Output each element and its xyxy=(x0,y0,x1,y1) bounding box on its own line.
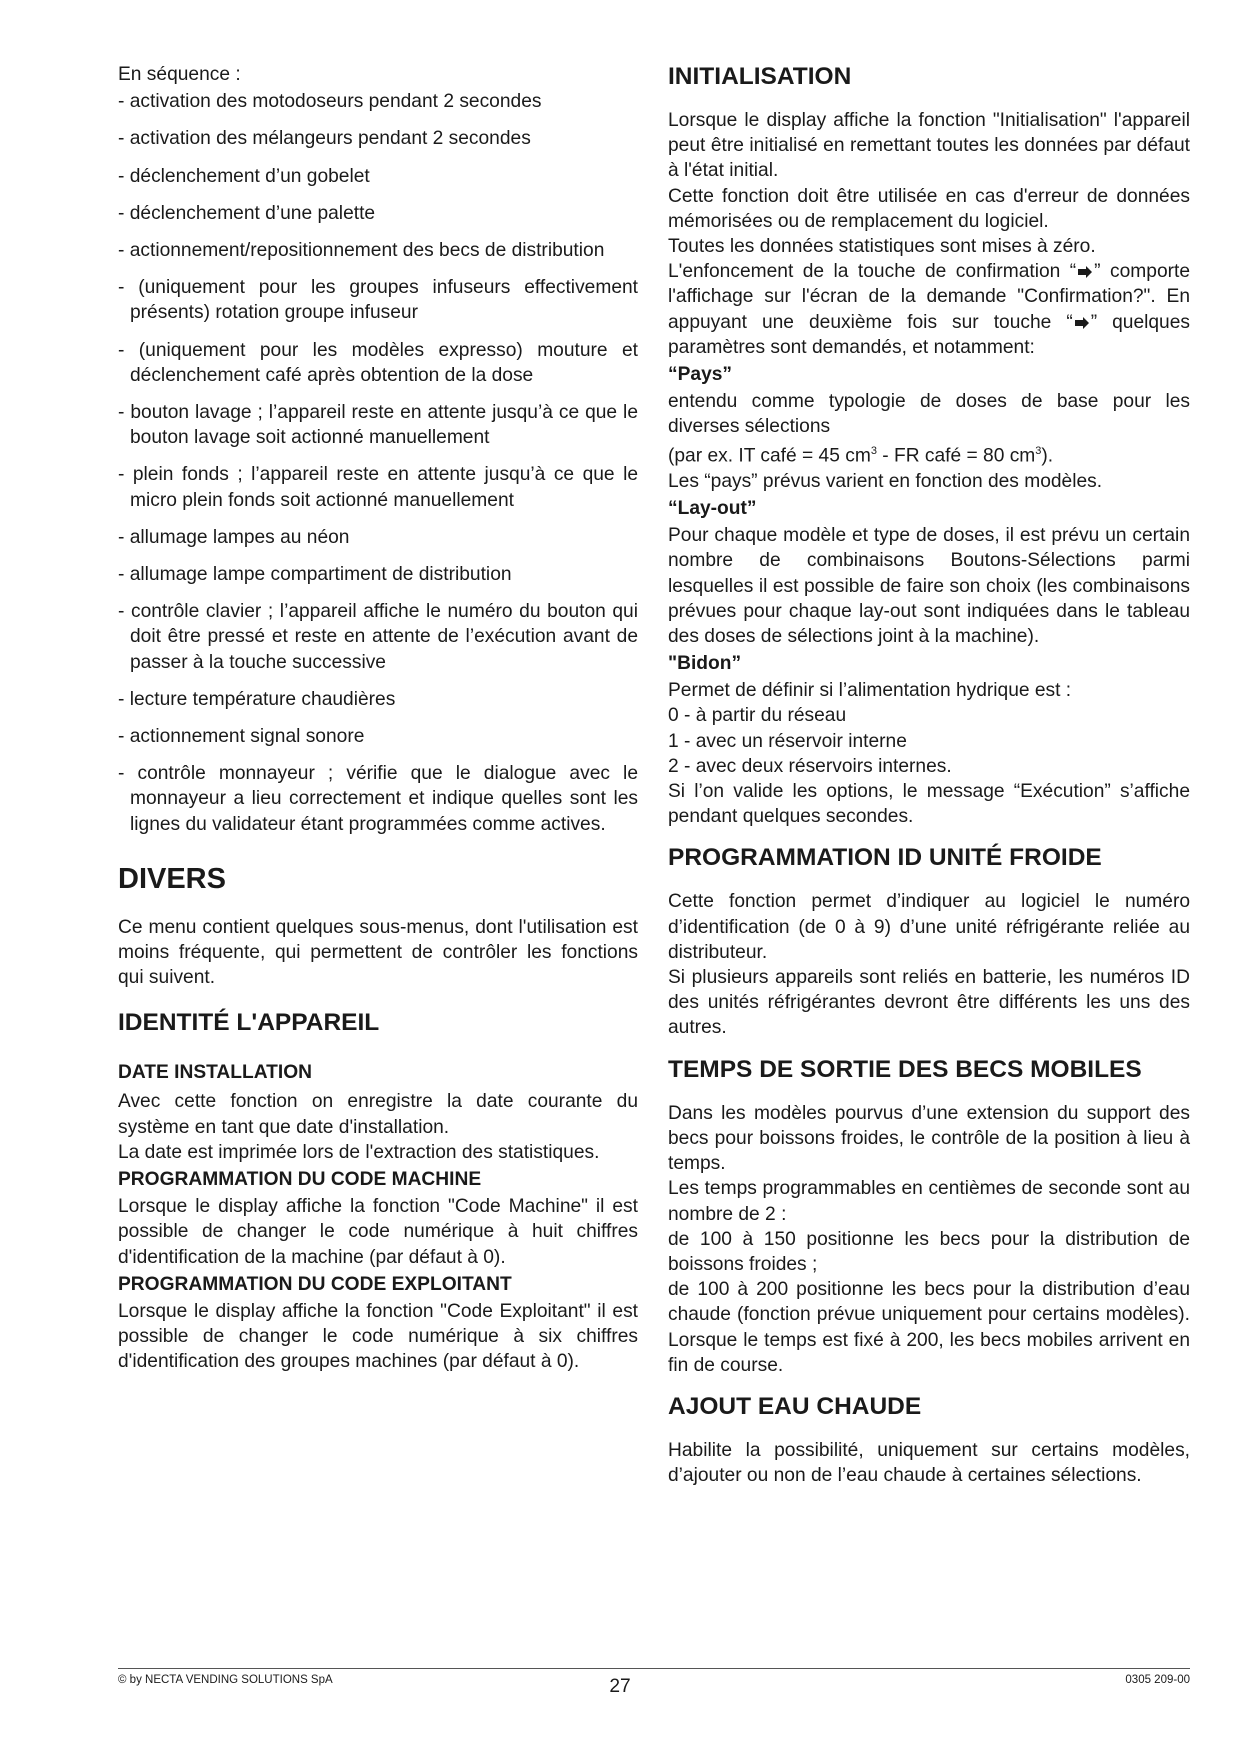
code-machine-heading: PROGRAMMATION DU CODE MACHINE xyxy=(118,1169,482,1191)
list-item: - déclenchement d’une palette xyxy=(118,202,376,224)
confirm-key-icon xyxy=(1074,316,1090,330)
document-code: 0305 209-00 xyxy=(1125,1674,1190,1686)
initialisation-text-2: Cette fonction doit être utilisée en cas d'erreur de données mémorisées ou de remplacement du logiciel. xyxy=(668,185,1190,232)
initialisation-text-4c: ” quelques paramètres sont demandés, et notamment: xyxy=(668,311,1190,358)
pays-text-1: entendu comme typologie de doses de base pour les diverses sélections xyxy=(668,391,1190,438)
date-installation-text-2: La date est imprimée lors de l'extraction des statistiques. xyxy=(118,1141,600,1163)
becs-mobiles-text-3: de 100 à 150 positionne les becs pour la distribution de boissons froides ; xyxy=(668,1228,1190,1275)
pays-text-2a: (par ex. IT café = 45 cm xyxy=(668,445,871,467)
footer-copyright: © by NECTA VENDING SOLUTIONS SpA xyxy=(118,1674,333,1686)
list-item: - plein fonds ; l’appareil reste en attente jusqu’à ce que le micro plein fonds soit actionné manuellement xyxy=(118,464,638,511)
initialisation-heading: INITIALISATION xyxy=(668,63,852,90)
list-item: - activation des motodoseurs pendant 2 secondes xyxy=(118,91,542,113)
list-item: - déclenchement d’un gobelet xyxy=(118,165,370,187)
pays-text-2c: ). xyxy=(1041,445,1054,467)
code-exploitant-heading: PROGRAMMATION DU CODE EXPLOITANT xyxy=(118,1273,512,1295)
pays-text-3: Les “pays” prévus varient en fonction des modèles. xyxy=(668,471,1103,493)
unite-froide-heading: PROGRAMMATION ID UNITÉ FROIDE xyxy=(668,844,1102,872)
page-number: 27 xyxy=(609,1676,631,1697)
bidon-line-3: 2 - avec deux réservoirs internes. xyxy=(668,755,952,777)
list-item: - activation des mélangeurs pendant 2 secondes xyxy=(118,128,531,150)
list-item: - contrôle clavier ; l’appareil affiche le numéro du bouton qui doit être pressé et reste en attente de l’exécution avant de passer à la touche successive xyxy=(118,601,638,673)
initialisation-text-4a: L'enfoncement de la touche de confirmation “ xyxy=(668,261,1077,283)
layout-heading: “Lay-out” xyxy=(668,498,757,520)
superscript: 3 xyxy=(1035,445,1042,458)
initialisation-text-4 xyxy=(668,259,1190,360)
divers-heading: DIVERS xyxy=(118,862,226,895)
list-item: - contrôle monnayeur ; vérifie que le dialogue avec le monnayeur a lieu correctement et indique quelles sont les lignes du validateur étant programmées comme actives. xyxy=(118,763,638,835)
footer-divider xyxy=(118,1668,1190,1669)
sequence-list xyxy=(118,89,638,837)
sequence-intro: En séquence : xyxy=(118,64,241,85)
right-column xyxy=(668,62,1190,1488)
becs-mobiles-heading: TEMPS DE SORTIE DES BECS MOBILES xyxy=(668,1055,1142,1083)
layout-text: Pour chaque modèle et type de doses, il est prévu un certain nombre de combinaisons Boutons-Sélections parmi lesquelles il est possible de faire son choix (les combinaisons prévues pour chaque lay-out sont indiquées dans le tableau des doses de sélections joint à la machine). xyxy=(668,525,1190,648)
pays-heading: “Pays” xyxy=(668,364,732,386)
eau-chaude-text: Habilite la possibilité, uniquement sur certains modèles, d’ajouter ou non de l’eau chaude à certaines sélections. xyxy=(668,1439,1190,1487)
list-item: - actionnement/repositionnement des becs de distribution xyxy=(118,240,605,262)
date-installation-heading: DATE INSTALLATION xyxy=(118,1062,312,1084)
list-item: - (uniquement pour les modèles expresso) mouture et déclenchement café après obtention de la dose xyxy=(118,339,638,386)
becs-mobiles-text-1: Dans les modèles pourvus d’une extension du support des becs pour boissons froides, le contrôle de la position à lieu à temps. xyxy=(668,1102,1190,1175)
pays-text-2 xyxy=(668,439,1190,469)
list-item: - allumage lampes au néon xyxy=(118,526,350,548)
unite-froide-text-2: Si plusieurs appareils sont reliés en batterie, les numéros ID des unités réfrigérantes devront être différents les uns des autres. xyxy=(668,967,1190,1039)
bidon-line-2: 1 - avec un réservoir interne xyxy=(668,730,907,752)
bidon-line-0: Permet de définir si l’alimentation hydrique est : xyxy=(668,680,1072,702)
list-item: - bouton lavage ; l’appareil reste en attente jusqu’à ce que le bouton lavage soit actionné manuellement xyxy=(118,402,638,449)
becs-mobiles-text-4: de 100 à 200 positionne les becs pour la distribution d’eau chaude (fonction prévue uniquement pour certains modèles). Lorsque le temps est fixé à 200, les becs mobiles arrivent en fin de course. xyxy=(668,1279,1190,1376)
code-exploitant-text: Lorsque le display affiche la fonction "Code Exploitant" il est possible de changer le code numérique à six chiffres d'identification des groupes machines (par défaut à 0). xyxy=(118,1300,638,1373)
identite-heading: IDENTITÉ L'APPAREIL xyxy=(118,1009,380,1037)
confirm-key-icon xyxy=(1077,265,1093,279)
unite-froide-text-1: Cette fonction permet d’indiquer au logiciel le numéro d’identification (de 0 à 9) d’une unité réfrigérante reliée au distributeur. xyxy=(668,891,1190,963)
initialisation-text-3: Toutes les données statistiques sont mises à zéro. xyxy=(668,236,1096,258)
list-item: - (uniquement pour les groupes infuseurs effectivement présents) rotation groupe infuseur xyxy=(118,277,638,324)
list-item: - actionnement signal sonore xyxy=(118,726,365,748)
bidon-heading: "Bidon” xyxy=(668,653,742,675)
divers-text: Ce menu contient quelques sous-menus, dont l'utilisation est moins fréquente, qui permettent de contrôler les fonctions qui suivent. xyxy=(118,916,638,989)
becs-mobiles-text-2: Les temps programmables en centièmes de seconde sont au nombre de 2 : xyxy=(668,1178,1190,1225)
list-item: - lecture température chaudières xyxy=(118,688,396,710)
pays-text-2b: - FR café = 80 cm xyxy=(876,445,1036,467)
bidon-text: Si l’on valide les options, le message “Exécution” s’affiche pendant quelques secondes. xyxy=(668,781,1190,828)
date-installation-text-1: Avec cette fonction on enregistre la date courante du système en tant que date d'installation. xyxy=(118,1091,638,1138)
bidon-line-1: 0 - à partir du réseau xyxy=(668,705,847,727)
initialisation-text-4b: ” comporte l'affichage sur l'écran de la demande "Confirmation?". En appuyant une deuxième fois sur touche “ xyxy=(668,261,1191,333)
code-machine-text: Lorsque le display affiche la fonction "Code Machine" il est possible de changer le code numérique à huit chiffres d'identification de la machine (par défaut à 0). xyxy=(118,1196,638,1268)
eau-chaude-heading: AJOUT EAU CHAUDE xyxy=(668,1392,922,1420)
superscript: 3 xyxy=(870,445,877,458)
list-item: - allumage lampe compartiment de distribution xyxy=(118,564,512,586)
initialisation-text-1: Lorsque le display affiche la fonction "Initialisation" l'appareil peut être initialisé en remettant toutes les données par défaut à l'état initial. xyxy=(668,110,1190,182)
left-column xyxy=(118,62,638,1374)
